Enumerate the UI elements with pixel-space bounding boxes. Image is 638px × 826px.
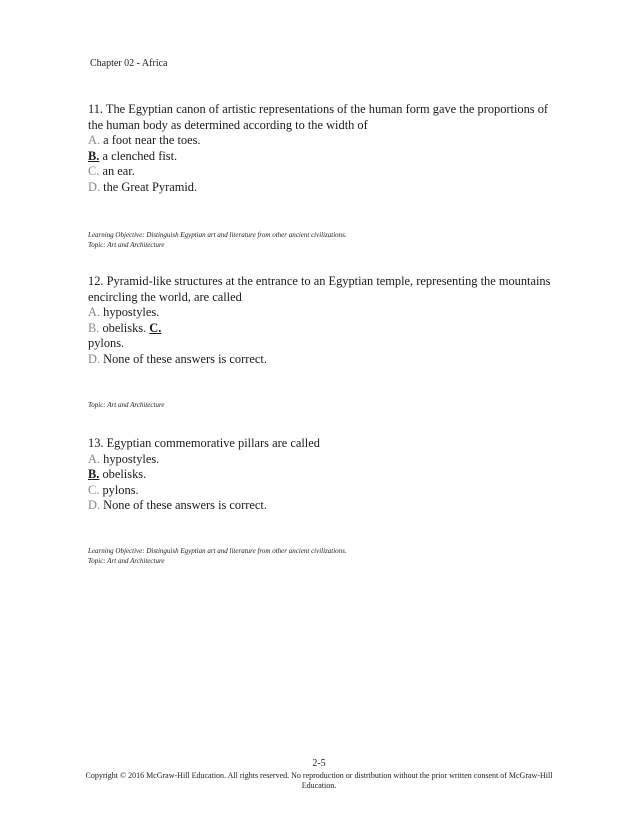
option-a bbox=[88, 133, 558, 149]
option-letter: B. bbox=[88, 320, 100, 335]
option-d bbox=[88, 352, 558, 368]
option-text: None of these answers is correct. bbox=[100, 498, 267, 513]
option-b bbox=[88, 149, 558, 165]
option-text: a clenched fist. bbox=[99, 148, 178, 163]
question-12-meta bbox=[88, 401, 558, 411]
option-c bbox=[88, 164, 558, 180]
option-text: the Great Pyramid. bbox=[100, 179, 198, 194]
option-a bbox=[88, 305, 558, 321]
option-c-text: pylons. bbox=[88, 336, 125, 351]
option-text: hypostyles. bbox=[100, 451, 160, 466]
learning-objective: Learning Objective: Distinguish Egyptian art and literature from other ancient civilizations. bbox=[88, 231, 347, 239]
option-text: obelisks. bbox=[99, 320, 150, 335]
question-13 bbox=[88, 436, 558, 514]
option-c bbox=[88, 483, 558, 499]
correct-option-letter: C. bbox=[149, 320, 162, 335]
option-letter: C. bbox=[88, 482, 100, 497]
question-stem: 12. Pyramid-like structures at the entrance to an Egyptian temple, representing the mountains encircling the world, are called bbox=[88, 274, 551, 304]
learning-objective: Learning Objective: Distinguish Egyptian art and literature from other ancient civilizations. bbox=[88, 547, 347, 555]
copyright-notice: Copyright © 2016 McGraw-Hill Education. All rights reserved. No reproduction or distribution without the prior written consent of McGraw-Hill Education. bbox=[85, 771, 553, 790]
option-letter: A. bbox=[88, 305, 101, 320]
option-b bbox=[88, 467, 558, 483]
option-letter: D. bbox=[88, 179, 101, 194]
question-12 bbox=[88, 274, 558, 368]
correct-option-letter: B. bbox=[88, 148, 100, 163]
option-text: hypostyles. bbox=[100, 305, 160, 320]
option-text: an ear. bbox=[99, 164, 135, 179]
topic: Topic: Art and Architecture bbox=[88, 240, 165, 249]
topic: Topic: Art and Architecture bbox=[88, 401, 165, 409]
option-text: None of these answers is correct. bbox=[100, 351, 267, 366]
topic: Topic: Art and Architecture bbox=[88, 556, 165, 565]
option-d bbox=[88, 498, 558, 514]
question-11-meta bbox=[88, 231, 558, 250]
option-b bbox=[88, 321, 558, 337]
option-text: obelisks. bbox=[99, 467, 147, 482]
correct-option-letter: B. bbox=[88, 467, 100, 482]
option-letter: A. bbox=[88, 133, 101, 148]
option-letter: C. bbox=[88, 164, 100, 179]
question-stem: 13. Egyptian commemorative pillars are called bbox=[88, 436, 320, 450]
question-11 bbox=[88, 102, 558, 196]
option-text: pylons. bbox=[99, 482, 139, 497]
question-13-meta bbox=[88, 547, 558, 566]
page-number: 2-5 bbox=[312, 758, 326, 769]
option-letter: D. bbox=[88, 351, 101, 366]
option-d bbox=[88, 180, 558, 196]
option-letter: D. bbox=[88, 498, 101, 513]
question-stem: 11. The Egyptian canon of artistic representations of the human form gave the proportions of the human body as determined according to the width of bbox=[88, 102, 549, 132]
option-text: a foot near the toes. bbox=[100, 133, 201, 148]
option-letter: A. bbox=[88, 451, 101, 466]
option-a bbox=[88, 452, 558, 468]
chapter-header: Chapter 02 - Africa bbox=[90, 58, 168, 69]
